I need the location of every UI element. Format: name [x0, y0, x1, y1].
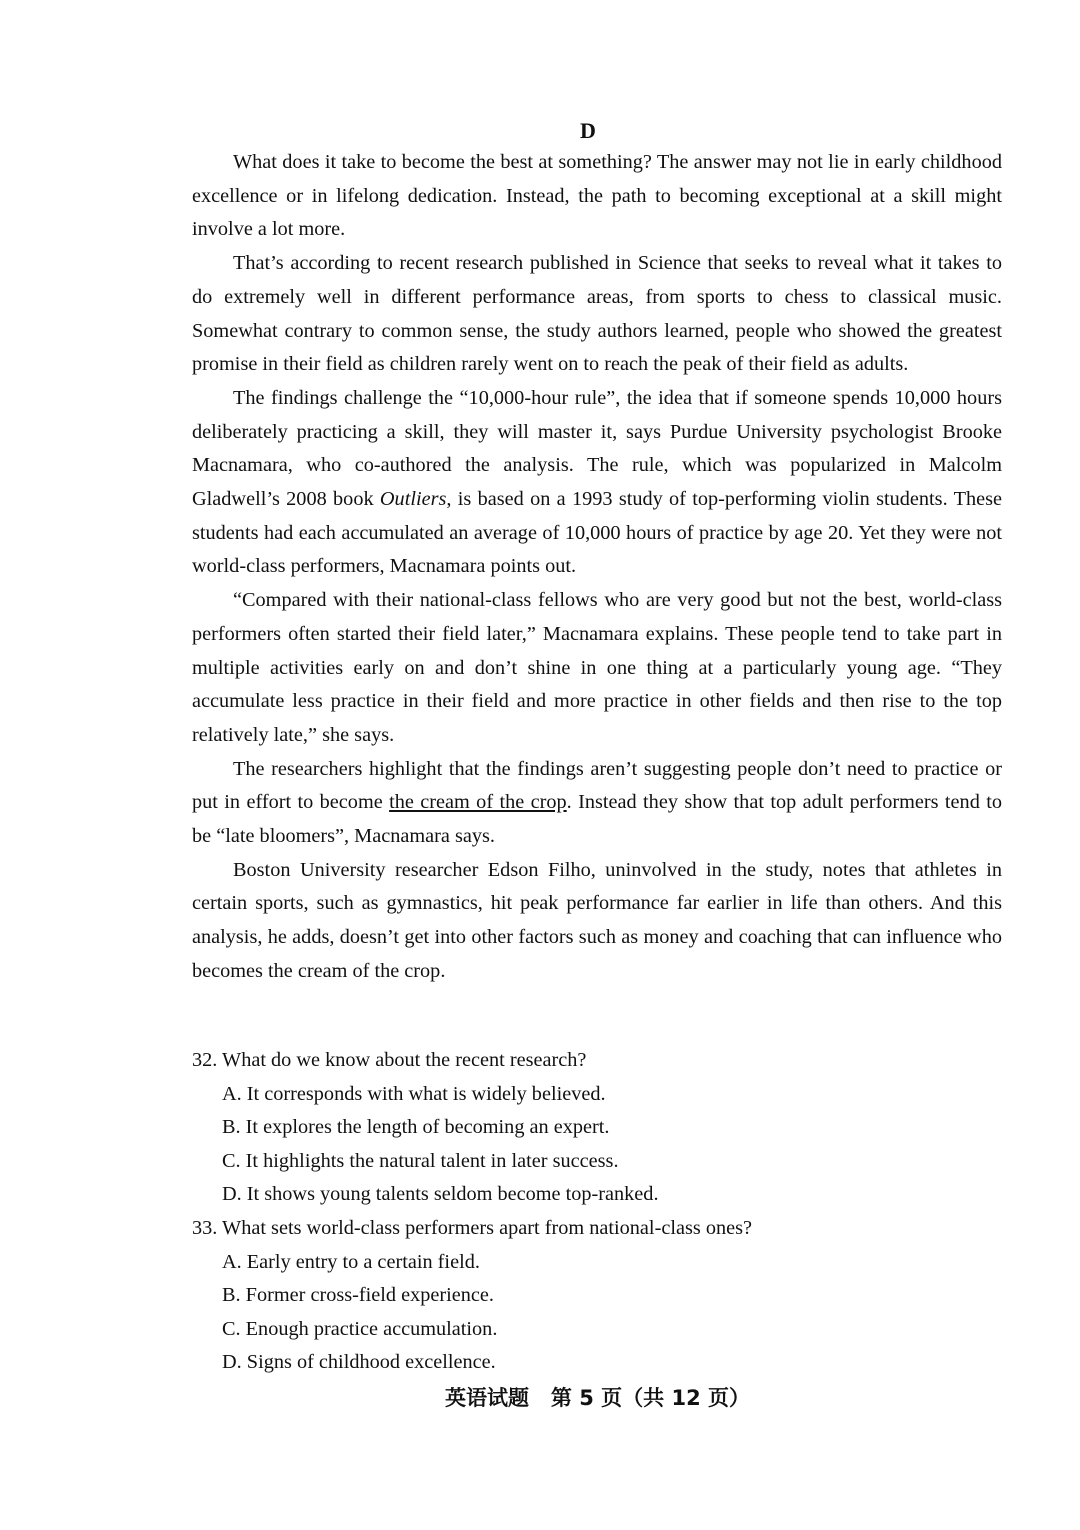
passage-paragraph-5 [192, 753, 1002, 854]
option-b: B. Former cross-field experience. [222, 1284, 495, 1307]
option-b: B. It explores the length of becoming an expert. [222, 1116, 610, 1139]
option-a: A. Early entry to a certain field. [222, 1250, 480, 1273]
footer-subject: 英语试题 [444, 1386, 529, 1410]
passage-paragraph-2: That’s according to recent research published in Science that seeks to reveal what it takes to do extremely well in different performance areas, from sports to chess to classical music. Somewhat contrary to common sense, the study authors learned, people who showed the greatest promise in their field as children rarely went on to reach the peak of their field as adults. [192, 252, 1002, 376]
question-stem: 32. What do we know about the recent research? [192, 1049, 587, 1071]
paragraph-3-text-b: , is based on a 1993 study of top-performing violin students. These students had each accumulated an average of 10,000 hours of practice by age 20. Yet they were not world-class performers, Macnamara points out. [192, 488, 1002, 578]
page-footer [0, 1382, 1080, 1412]
passage-paragraph-6: Boston University researcher Edson Filho, uninvolved in the study, notes that athletes in certain sports, such as gymnastics, hit peak performance far earlier in life than others. And this analysis, he adds, doesn’t get into other factors such as money and coaching that can influence who becomes the cream of the crop. [192, 858, 1002, 982]
option-c: C. It highlights the natural talent in later success. [222, 1149, 619, 1172]
footer-page-number: 第 5 页（共 12 页） [550, 1386, 751, 1410]
question-stem: 33. What sets world-class performers apart from national-class ones? [192, 1216, 752, 1239]
paragraph-3-text-a: The findings challenge the “10,000-hour rule”, the idea that if someone spends 10,000 hours deliberately practicing a skill, they will master it, says Purdue University psychologist Brooke Macnamara, who co-authored the analysis. The rule, which was popularized in Malcolm Gladwell’s 2008 book [192, 386, 1002, 511]
option-d: D. It shows young talents seldom become top-ranked. [222, 1183, 659, 1206]
option-c: C. Enough practice accumulation. [222, 1317, 498, 1340]
passage-paragraph-4: “Compared with their national-class fellows who are very good but not the best, world-class performers often started their field later,” Macnamara explains. These people tend to take part in multiple activities early on and don’t shine in one thing at a particularly young age. “They accumulate less practice in their field and more practice in other fields and then rise to the top relatively late,” she says. [192, 589, 1002, 746]
question-32 [192, 1044, 1002, 1212]
paragraph-5-text-b: . Instead they show that top adult performers tend to be “late bloomers”, Macnamara says. [192, 791, 1002, 848]
book-title: Outliers [379, 488, 447, 511]
section-heading: D [580, 118, 596, 143]
option-d: D. Signs of childhood excellence. [222, 1351, 496, 1374]
passage-paragraph-3 [192, 382, 1002, 584]
reading-passage [192, 146, 1002, 989]
question-33 [192, 1212, 1002, 1380]
paragraph-5-text-a: The researchers highlight that the findings aren’t suggesting people don’t need to practice or put in effort to become [192, 757, 1002, 814]
passage-paragraph-1: What does it take to become the best at something? The answer may not lie in early childhood excellence or in lifelong dedication. Instead, the path to becoming exceptional at a skill might involve a lot more. [192, 151, 1002, 241]
option-a: A. It corresponds with what is widely believed. [222, 1082, 606, 1105]
question-list [192, 1044, 1002, 1380]
underlined-phrase: the cream of the crop [389, 791, 567, 814]
